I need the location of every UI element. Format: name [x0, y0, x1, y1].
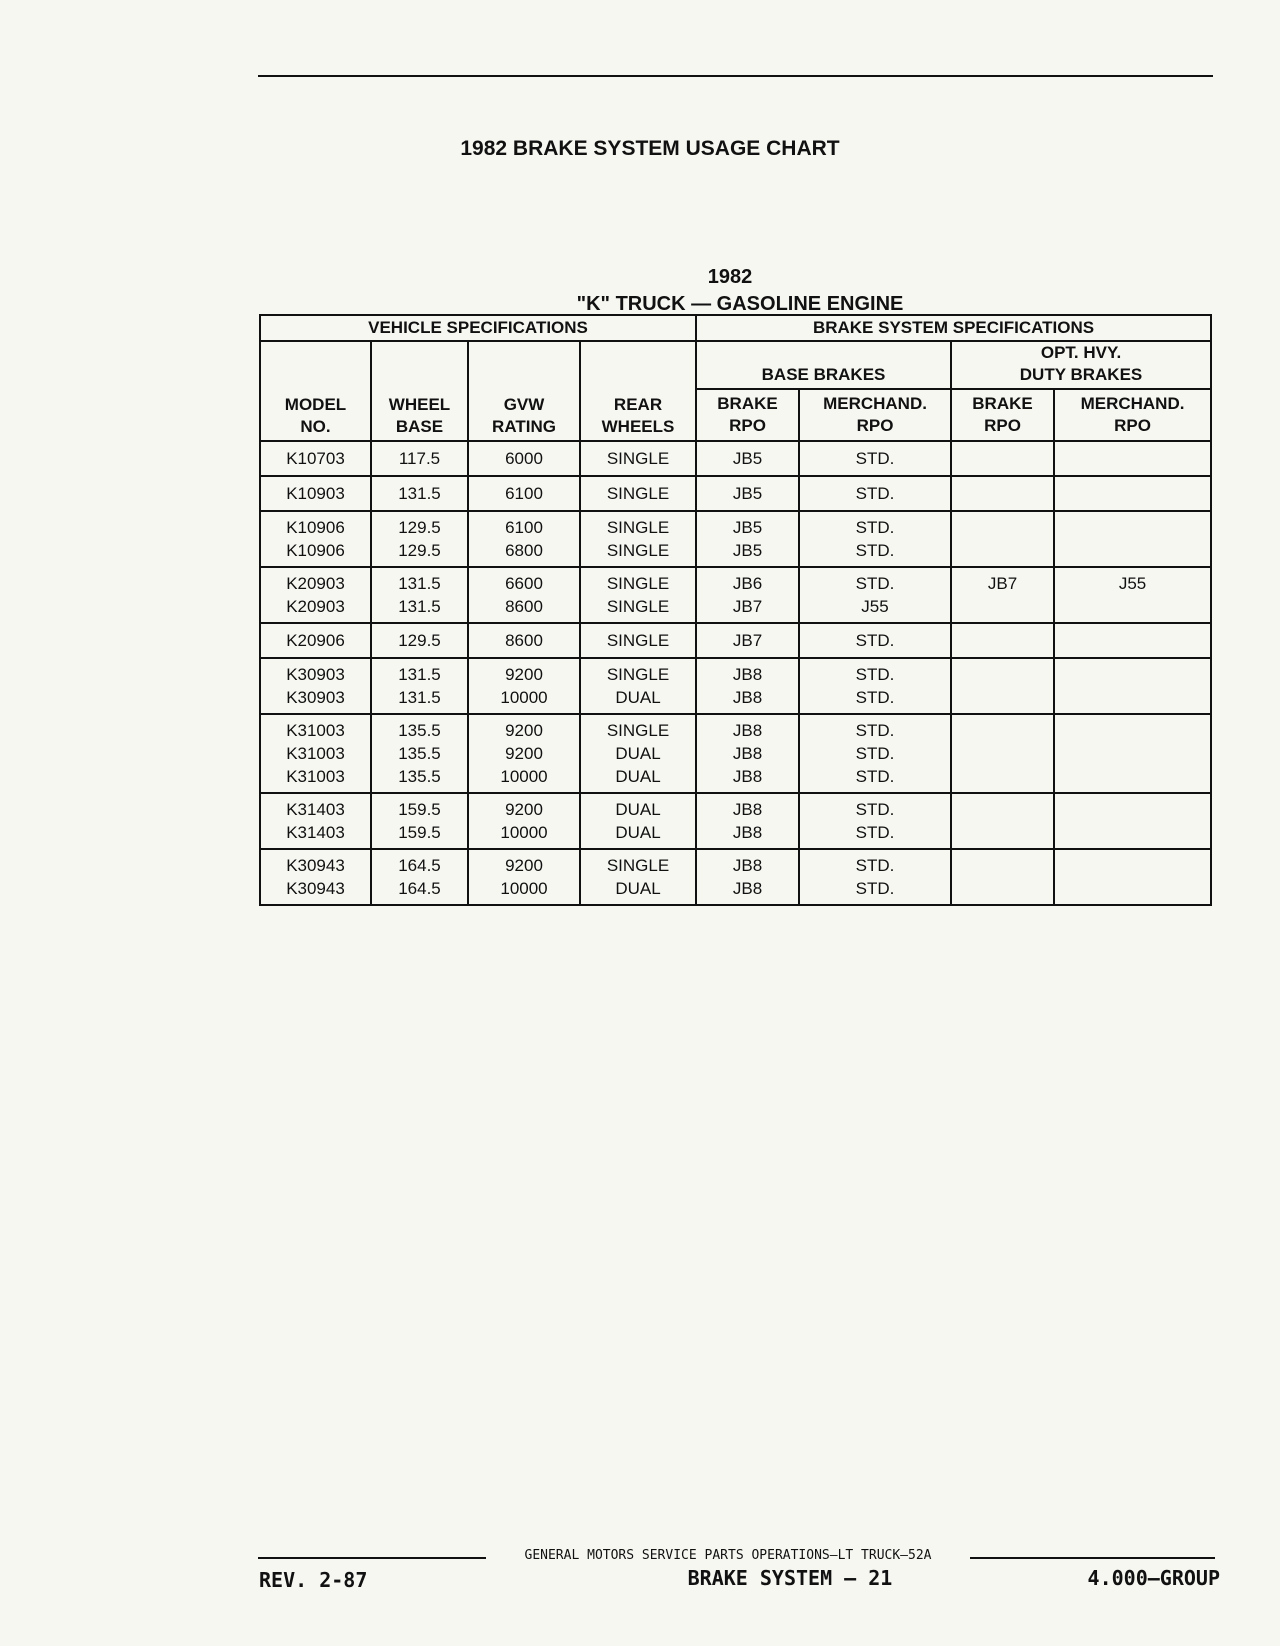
wheel-base-cell: 131.5 [371, 476, 468, 511]
footer-rule-right [970, 1557, 1215, 1559]
wheel-base-cell: 131.5 131.5 [371, 658, 468, 714]
opt-merchand-rpo-cell [1054, 793, 1211, 849]
gvw-cell: 9200 10000 [468, 849, 580, 905]
merchand-rpo-cell: STD. [799, 476, 951, 511]
footer-group: 4.000—GROUP [1087, 1566, 1220, 1590]
opt-brake-rpo-cell [951, 849, 1054, 905]
brake-rpo-cell: JB8 JB8 [696, 793, 799, 849]
model-cell: K10703 [260, 441, 371, 476]
wheel-base-cell: 159.5 159.5 [371, 793, 468, 849]
model-cell: K31003 K31003 K31003 [260, 714, 371, 793]
table-row [260, 714, 1211, 793]
footer-revision: REV. 2-87 [259, 1568, 368, 1592]
brake-specs-header: BRAKE SYSTEM SPECIFICATIONS [696, 315, 1211, 341]
opt-merchand-rpo-cell [1054, 441, 1211, 476]
gvw-cell: 6100 6800 [468, 511, 580, 567]
gvw-cell: 9200 10000 [468, 658, 580, 714]
table-row [260, 793, 1211, 849]
opt-brake-rpo-cell [951, 441, 1054, 476]
gvw-cell: 6000 [468, 441, 580, 476]
opt-brake-rpo-cell [951, 793, 1054, 849]
gvw-cell: 9200 9200 10000 [468, 714, 580, 793]
opt-merchand-rpo-cell [1054, 658, 1211, 714]
opt-merchand-rpo-cell: J55 [1054, 567, 1211, 623]
table-row [260, 567, 1211, 623]
merchand-rpo-cell: STD. STD. [799, 658, 951, 714]
rear-wheels-cell: SINGLE DUAL DUAL [580, 714, 696, 793]
table-year: 1982 [707, 266, 753, 288]
gvw-cell: 6100 [468, 476, 580, 511]
brake-rpo-cell: JB8 JB8 JB8 [696, 714, 799, 793]
model-cell: K30943 K30943 [260, 849, 371, 905]
wheel-base-cell: 164.5 164.5 [371, 849, 468, 905]
table-row [260, 623, 1211, 658]
merchand-rpo-cell: STD. STD. [799, 511, 951, 567]
opt-merchand-rpo-cell [1054, 623, 1211, 658]
table-row [260, 658, 1211, 714]
opt-brake-rpo-cell [951, 658, 1054, 714]
opt-brake-rpo-header: BRAKE RPO [951, 389, 1054, 441]
rear-wheels-cell: SINGLE DUAL [580, 849, 696, 905]
merchand-rpo-cell: STD. STD. [799, 849, 951, 905]
rear-wheels-cell: SINGLE SINGLE [580, 567, 696, 623]
merchand-rpo-cell: STD. [799, 441, 951, 476]
model-cell: K10903 [260, 476, 371, 511]
brake-rpo-cell: JB6 JB7 [696, 567, 799, 623]
rear-wheels-cell: SINGLE DUAL [580, 658, 696, 714]
opt-brake-rpo-cell [951, 714, 1054, 793]
brake-rpo-cell: JB7 [696, 623, 799, 658]
opt-merchand-rpo-cell [1054, 714, 1211, 793]
opt-brake-rpo-cell: JB7 [951, 567, 1054, 623]
rear-wheels-cell: SINGLE [580, 441, 696, 476]
wheel-base-cell: 117.5 [371, 441, 468, 476]
footer-page-section: BRAKE SYSTEM — 21 [687, 1566, 893, 1590]
table-subtitle: "K" TRUCK — GASOLINE ENGINE [576, 293, 904, 315]
opt-brake-rpo-cell [951, 476, 1054, 511]
wheel-base-header: WHEEL BASE [371, 341, 468, 441]
table-row [260, 476, 1211, 511]
footer-rule-left [258, 1557, 486, 1559]
table-body [260, 441, 1211, 905]
rear-wheels-cell: DUAL DUAL [580, 793, 696, 849]
rear-wheels-cell: SINGLE [580, 623, 696, 658]
merchand-rpo-cell: STD. STD. [799, 793, 951, 849]
brake-rpo-cell: JB8 JB8 [696, 849, 799, 905]
model-cell: K20906 [260, 623, 371, 658]
opt-merchand-rpo-cell [1054, 849, 1211, 905]
brake-usage-table [259, 314, 1212, 906]
page-title: 1982 BRAKE SYSTEM USAGE CHART [460, 137, 840, 160]
brake-rpo-cell: JB5 JB5 [696, 511, 799, 567]
top-rule [258, 75, 1213, 77]
opt-merchand-rpo-cell [1054, 511, 1211, 567]
merchand-rpo-cell: STD. STD. STD. [799, 714, 951, 793]
merchand-rpo-cell: STD. J55 [799, 567, 951, 623]
brake-rpo-cell: JB8 JB8 [696, 658, 799, 714]
opt-heavy-duty-header: OPT. HVY. DUTY BRAKES [951, 341, 1211, 389]
opt-brake-rpo-cell [951, 623, 1054, 658]
opt-merchand-rpo-cell [1054, 476, 1211, 511]
gvw-cell: 8600 [468, 623, 580, 658]
wheel-base-cell: 135.5 135.5 135.5 [371, 714, 468, 793]
rear-wheels-cell: SINGLE SINGLE [580, 511, 696, 567]
model-cell: K20903 K20903 [260, 567, 371, 623]
opt-merchand-rpo-header: MERCHAND. RPO [1054, 389, 1211, 441]
gvw-header: GVW RATING [468, 341, 580, 441]
model-header: MODEL NO. [260, 341, 371, 441]
model-cell: K31403 K31403 [260, 793, 371, 849]
base-brakes-header: BASE BRAKES [696, 341, 951, 389]
table-row [260, 441, 1211, 476]
merchand-rpo-header: MERCHAND. RPO [799, 389, 951, 441]
brake-rpo-cell: JB5 [696, 441, 799, 476]
gvw-cell: 6600 8600 [468, 567, 580, 623]
model-cell: K10906 K10906 [260, 511, 371, 567]
footer-publisher: GENERAL MOTORS SERVICE PARTS OPERATIONS—LT TRUCK—52A [524, 1548, 932, 1563]
vehicle-specs-header: VEHICLE SPECIFICATIONS [260, 315, 696, 341]
opt-brake-rpo-cell [951, 511, 1054, 567]
brake-rpo-header: BRAKE RPO [696, 389, 799, 441]
wheel-base-cell: 129.5 129.5 [371, 511, 468, 567]
merchand-rpo-cell: STD. [799, 623, 951, 658]
table-row [260, 849, 1211, 905]
brake-rpo-cell: JB5 [696, 476, 799, 511]
wheel-base-cell: 129.5 [371, 623, 468, 658]
table-row [260, 511, 1211, 567]
wheel-base-cell: 131.5 131.5 [371, 567, 468, 623]
rear-wheels-cell: SINGLE [580, 476, 696, 511]
rear-wheels-header: REAR WHEELS [580, 341, 696, 441]
gvw-cell: 9200 10000 [468, 793, 580, 849]
model-cell: K30903 K30903 [260, 658, 371, 714]
